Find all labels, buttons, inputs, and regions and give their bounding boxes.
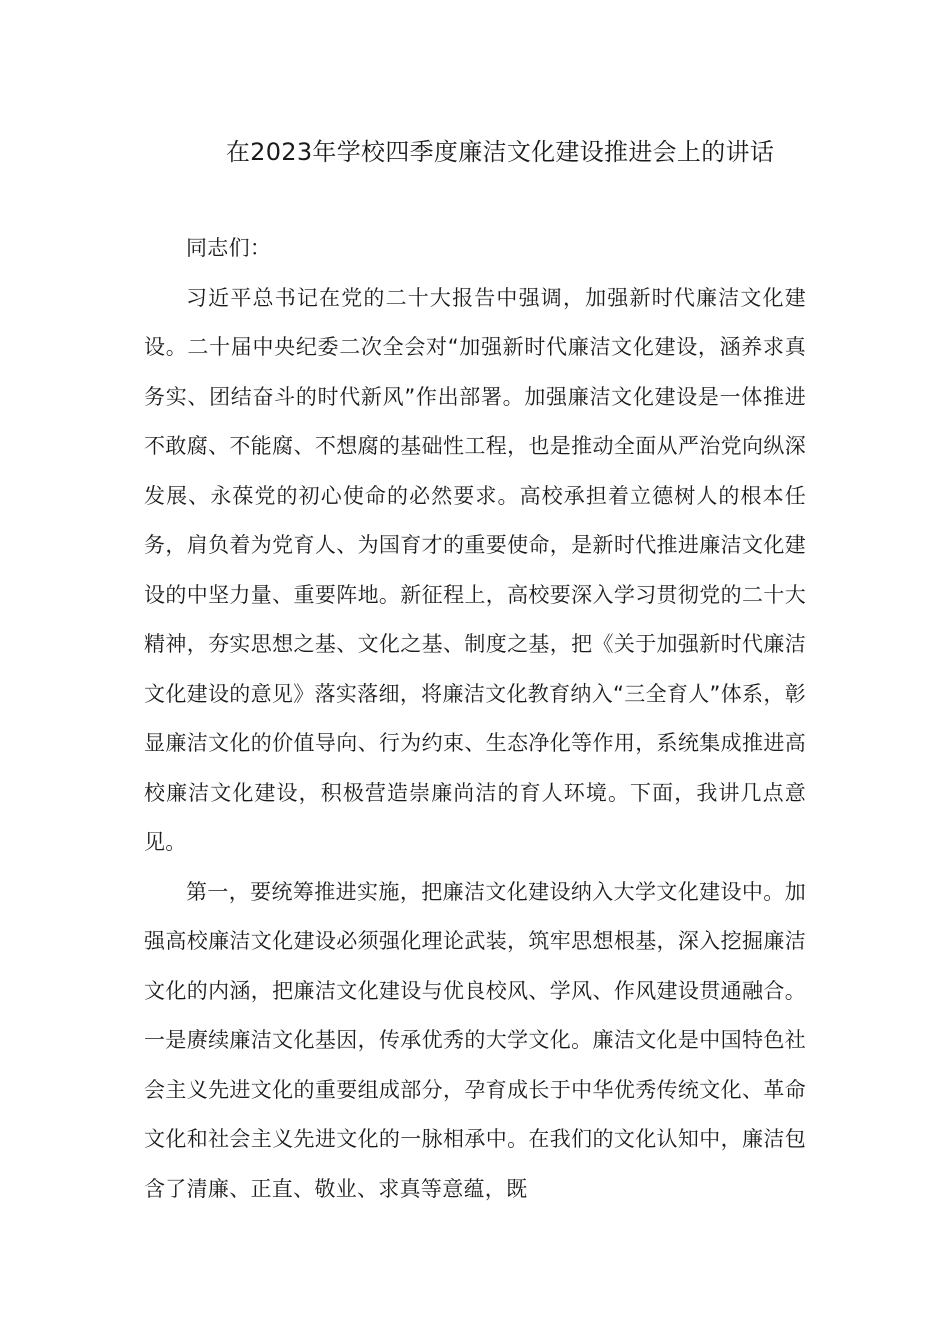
salutation-paragraph: 同志们：	[186, 236, 272, 260]
body-paragraph: 习近平总书记在党的二十大报告中强调，加强新时代廉洁文化建设。二十届中央纪委二次全会对“加强新时代廉洁文化建设，涵养求真务实、团结奋斗的时代新风”作出部署。加强廉洁文化建设是一体推进不敢腐、不能腐、不想腐的基础性工程，也是推动全面从严治党向纵深发展、永葆党的初心使命的必然要求。高校承担着立德树人的根本任务，肩负着为党育人、为国育才的重要使命，是新时代推进廉洁文化建设的中坚力量、重要阵地。新征程上，高校要深入学习贯彻党的二十大精神，夯实思想之基、文化之基、制度之基，把《关于加强新时代廉洁文化建设的意见》落实落细，将廉洁文化教育纳入“三全育人”体系，彰显廉洁文化的价值导向、行为约束、生态净化等作用，系统集成推进高校廉洁文化建设，积极营造崇廉尚洁的育人环境。下面，我讲几点意见。	[144, 285, 806, 854]
document-body	[144, 224, 806, 1214]
body-paragraph: 第一，要统筹推进实施，把廉洁文化建设纳入大学文化建设中。加强高校廉洁文化建设必须强化理论武装，筑牢思想根基，深入挖掘廉洁文化的内涵，把廉洁文化建设与优良校风、学风、作风建设贯通融合。一是赓续廉洁文化基因，传承优秀的大学文化。廉洁文化是中国特色社会主义先进文化的重要组成部分，孕育成长于中华优秀传统文化、革命文化和社会主义先进文化的一脉相承中。在我们的文化认知中，廉洁包含了清廉、正直、敬业、求真等意蕴，既	[144, 879, 806, 1201]
document-title: 在2023年学校四季度廉洁文化建设推进会上的讲话	[225, 138, 775, 166]
